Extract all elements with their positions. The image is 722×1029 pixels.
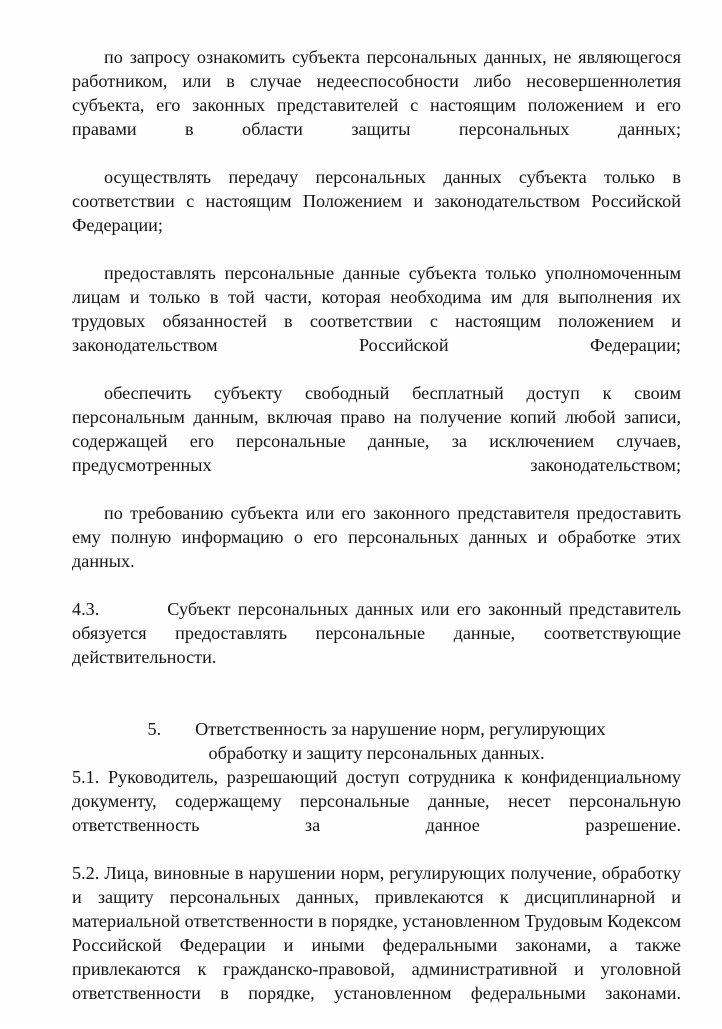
clause-5-2-text: Лица, виновные в нарушении норм, регулирующих получение, обработку и защиту персональных данных, привлекаются к дисциплинарной и материальной ответственности в порядке, установленном Трудовым Кодексом Российской Федерации и иными федеральными законами, а также привлекаются к гражданско-правовой, административной и уголовной ответственности в порядке, установленном федеральными законами. [72,863,682,1003]
paragraph-obligation-full-information: по требованию субъекта или его законного представителя предоставить ему полную информацию о его персональных данных и обработке этих данных. [72,503,681,571]
section-5-heading [72,717,681,765]
section-5-title-line-1: Ответственность за нарушение норм, регулирующих [195,719,606,739]
clause-5-1-number: 5.1. [72,767,100,787]
clause-5-2 [72,861,681,1029]
clause-4-3-text: Субъект персональных данных или его законный представитель обязуется предоставлять персональные данные, соответствующие действительности. [72,599,681,667]
paragraph-obligation-inform-subject: по запросу ознакомить субъекта персональных данных, не являющегося работником, или в случае недееспособности либо несовершеннолетия субъекта, его законных представителей с настоящим положением и его правами в области защиты персональных данных; [72,47,681,139]
clause-5-1-text: Руководитель, разрешающий доступ сотрудника к конфиденциальному документу, содержащему персональные данные, несет персональную ответственность за данное разрешение. [72,767,681,835]
paragraph-obligation-free-access: обеспечить субъекту свободный бесплатный доступ к своим персональным данным, включая право на получение копий любой записи, содержащей его персональные данные, за исключением случаев, предусмотренных законодательством; [72,383,681,475]
clause-4-3-number: 4.3. [72,599,100,619]
clause-5-2-number: 5.2. [72,863,100,883]
section-5-title-line-2: обработку и защиту персональных данных. [208,743,545,763]
text-column [72,45,681,1029]
clause-5-1 [72,765,681,861]
section-5-number: 5. [147,719,162,739]
paragraph-obligation-provide-to-authorized: предоставлять персональные данные субъекта только уполномоченным лицам и только в той части, которая необходима им для выполнения их трудовых обязанностей в соответствии с настоящим положением и законодательством Российской Федерации; [72,263,681,355]
paragraph-spacer [72,693,681,717]
clause-4-3 [72,597,681,693]
paragraph-obligation-transfer-data: осуществлять передачу персональных данных субъекта только в соответствии с настоящим Положением и законодательством Российской Федерации; [72,167,681,235]
